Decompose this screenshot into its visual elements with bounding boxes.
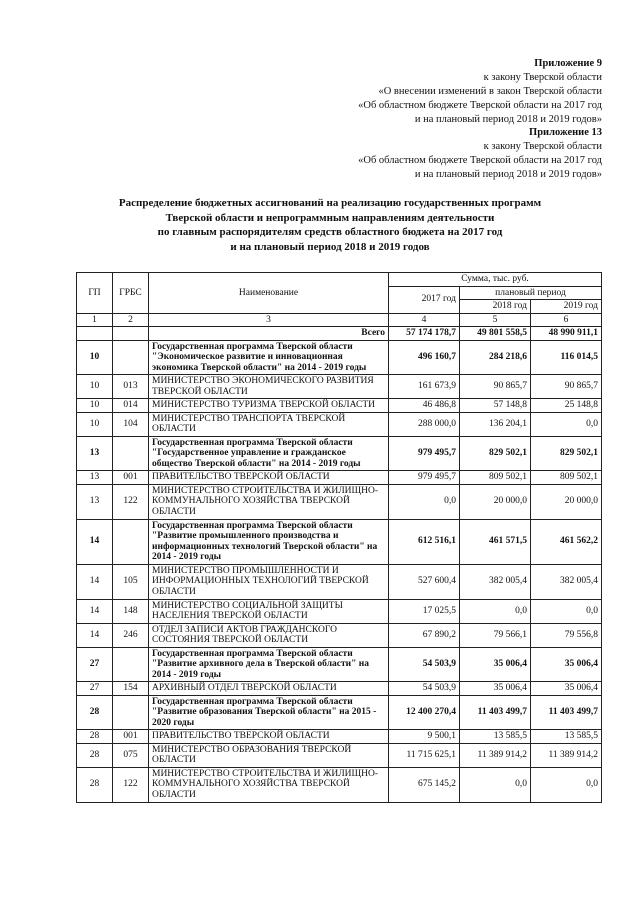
cell-grbs: 122 (113, 767, 149, 802)
total-2018: 49 801 558,5 (460, 327, 531, 341)
cell-gp: 13 (77, 436, 113, 471)
total-row (77, 327, 602, 341)
title-line: и на плановый период 2018 и 2019 годов (230, 240, 430, 253)
annex-9-header (358, 57, 602, 127)
budget-table (76, 272, 602, 803)
cell-2018: 20 000,0 (460, 484, 531, 519)
cell-2019: 461 562,2 (531, 519, 602, 564)
table-row (77, 412, 602, 436)
cell-2019: 79 556,8 (531, 623, 602, 647)
cell-2019: 25 148,8 (531, 399, 602, 413)
cell-name: Государственная программа Тверской области "Экономическое развитие и инновационная экономика Тверской области" на 2014 - 2019 годы (149, 340, 389, 375)
cell-2019: 829 502,1 (531, 436, 602, 471)
header-planned: плановый период (460, 286, 602, 300)
cell-gp: 14 (77, 623, 113, 647)
cell-2017: 46 486,8 (389, 399, 460, 413)
cell-grbs: 104 (113, 412, 149, 436)
cell-name: ПРАВИТЕЛЬСТВО ТВЕРСКОЙ ОБЛАСТИ (149, 471, 389, 485)
cell-2017: 288 000,0 (389, 412, 460, 436)
table-row (77, 471, 602, 485)
cell-name: Государственная программа Тверской области "Развитие образования Тверской области" на 2015 - 2020 годы (149, 695, 389, 730)
col-number: 6 (531, 313, 602, 327)
cell-grbs: 014 (113, 399, 149, 413)
cell-name: АРХИВНЫЙ ОТДЕЛ ТВЕРСКОЙ ОБЛАСТИ (149, 682, 389, 696)
program-row (77, 519, 602, 564)
cell-gp: 28 (77, 767, 113, 802)
cell-2019: 116 014,5 (531, 340, 602, 375)
cell-2017: 979 495,7 (389, 436, 460, 471)
cell-gp: 28 (77, 730, 113, 744)
cell-2018: 35 006,4 (460, 682, 531, 696)
cell-2018: 136 204,1 (460, 412, 531, 436)
cell-grbs (113, 695, 149, 730)
cell-gp: 28 (77, 743, 113, 767)
col-number: 5 (460, 313, 531, 327)
table-row (77, 682, 602, 696)
cell-gp: 27 (77, 647, 113, 682)
header-sum: Сумма, тыс. руб. (389, 273, 602, 287)
cell-gp: 28 (77, 695, 113, 730)
cell-grbs: 122 (113, 484, 149, 519)
cell-grbs: 246 (113, 623, 149, 647)
cell-name: МИНИСТЕРСТВО ТУРИЗМА ТВЕРСКОЙ ОБЛАСТИ (149, 399, 389, 413)
cell-grbs (113, 436, 149, 471)
cell-grbs: 148 (113, 599, 149, 623)
cell-2018: 13 585,5 (460, 730, 531, 744)
cell-2017: 527 600,4 (389, 564, 460, 599)
table-row (77, 484, 602, 519)
table-body (77, 340, 602, 802)
cell-2017: 67 890,2 (389, 623, 460, 647)
cell-2017: 161 673,9 (389, 375, 460, 399)
cell-name: ОТДЕЛ ЗАПИСИ АКТОВ ГРАЖДАНСКОГО СОСТОЯНИЯ ТВЕРСКОЙ ОБЛАСТИ (149, 623, 389, 647)
col-number: 3 (149, 313, 389, 327)
cell-gp: 10 (77, 412, 113, 436)
cell-2017: 9 500,1 (389, 730, 460, 744)
cell-2019: 0,0 (531, 599, 602, 623)
annex-line: к закону Тверской области (483, 141, 602, 152)
program-row (77, 647, 602, 682)
cell-2019: 0,0 (531, 767, 602, 802)
cell-gp: 10 (77, 340, 113, 375)
cell-2018: 0,0 (460, 767, 531, 802)
cell-2019: 20 000,0 (531, 484, 602, 519)
total-label: Всего (149, 327, 389, 341)
title-line: Распределение бюджетных ассигнований на реализацию государственных программ (118, 197, 542, 209)
cell-grbs: 154 (113, 682, 149, 696)
cell-name: Государственная программа Тверской области "Государственное управление и гражданское общество Тверской области" на 2014 - 2019 годы (149, 436, 389, 471)
cell-gp: 13 (77, 484, 113, 519)
cell-2019: 382 005,4 (531, 564, 602, 599)
cell-2018: 90 865,7 (460, 375, 531, 399)
cell-2017: 612 516,1 (389, 519, 460, 564)
cell-grbs: 075 (113, 743, 149, 767)
annex-line: и на плановый период 2018 и 2019 годов» (414, 169, 602, 180)
cell-name: МИНИСТЕРСТВО ОБРАЗОВАНИЯ ТВЕРСКОЙ ОБЛАСТИ (149, 743, 389, 767)
cell-2017: 496 160,7 (389, 340, 460, 375)
header-2018: 2018 год (460, 300, 531, 314)
cell-gp: 10 (77, 399, 113, 413)
cell-2019: 11 389 914,2 (531, 743, 602, 767)
cell-2018: 35 006,4 (460, 647, 531, 682)
annex-line: «Об областном бюджете Тверской области на 2017 год (358, 100, 602, 111)
cell-name: МИНИСТЕРСТВО СТРОИТЕЛЬСТВА И ЖИЛИЩНО-КОММУНАЛЬНОГО ХОЗЯЙСТВА ТВЕРСКОЙ ОБЛАСТИ (149, 484, 389, 519)
cell-2017: 12 400 270,4 (389, 695, 460, 730)
cell-grbs: 001 (113, 471, 149, 485)
cell-2017: 979 495,7 (389, 471, 460, 485)
cell-2019: 35 006,4 (531, 647, 602, 682)
cell-2018: 809 502,1 (460, 471, 531, 485)
cell-gp: 14 (77, 519, 113, 564)
table-row (77, 564, 602, 599)
cell-2018: 284 218,6 (460, 340, 531, 375)
cell-2019: 809 502,1 (531, 471, 602, 485)
document-title (100, 196, 560, 254)
header-2019: 2019 год (531, 300, 602, 314)
header-gp: ГП (77, 273, 113, 314)
table-row (77, 399, 602, 413)
cell-gp: 10 (77, 375, 113, 399)
annex-line: к закону Тверской области (483, 72, 602, 83)
annex-line: «О внесении изменений в закон Тверской области (378, 86, 602, 97)
cell-gp: 14 (77, 564, 113, 599)
total-2019: 48 990 911,1 (531, 327, 602, 341)
title-line: по главным распорядителям средств областного бюджета на 2017 год (157, 226, 503, 238)
cell-gp: 27 (77, 682, 113, 696)
col-number: 1 (77, 313, 113, 327)
cell-2017: 675 145,2 (389, 767, 460, 802)
cell-2018: 79 566,1 (460, 623, 531, 647)
annex-heading: Приложение 13 (529, 127, 602, 138)
cell-2019: 0,0 (531, 412, 602, 436)
cell-name: МИНИСТЕРСТВО СТРОИТЕЛЬСТВА И ЖИЛИЩНО-КОММУНАЛЬНОГО ХОЗЯЙСТВА ТВЕРСКОЙ ОБЛАСТИ (149, 767, 389, 802)
cell-2017: 11 715 625,1 (389, 743, 460, 767)
table-row (77, 623, 602, 647)
cell-gp: 13 (77, 471, 113, 485)
cell-2019: 35 006,4 (531, 682, 602, 696)
title-line: Тверской области и непрограммным направлениям деятельности (165, 211, 495, 224)
cell-2017: 54 503,9 (389, 647, 460, 682)
table-row (77, 730, 602, 744)
cell-2018: 382 005,4 (460, 564, 531, 599)
annex-13-header (358, 126, 602, 182)
cell-name: МИНИСТЕРСТВО СОЦИАЛЬНОЙ ЗАЩИТЫ НАСЕЛЕНИЯ ТВЕРСКОЙ ОБЛАСТИ (149, 599, 389, 623)
cell-grbs (113, 340, 149, 375)
header-name: Наименование (149, 273, 389, 314)
cell-grbs (113, 647, 149, 682)
total-2017: 57 174 178,7 (389, 327, 460, 341)
cell-2019: 13 585,5 (531, 730, 602, 744)
table-row (77, 375, 602, 399)
table-row (77, 599, 602, 623)
cell-2018: 11 389 914,2 (460, 743, 531, 767)
cell-name: МИНИСТЕРСТВО ПРОМЫШЛЕННОСТИ И ИНФОРМАЦИОННЫХ ТЕХНОЛОГИЙ ТВЕРСКОЙ ОБЛАСТИ (149, 564, 389, 599)
cell-name: МИНИСТЕРСТВО ЭКОНОМИЧЕСКОГО РАЗВИТИЯ ТВЕРСКОЙ ОБЛАСТИ (149, 375, 389, 399)
program-row (77, 340, 602, 375)
table-row (77, 743, 602, 767)
cell-2018: 461 571,5 (460, 519, 531, 564)
cell-grbs: 001 (113, 730, 149, 744)
program-row (77, 436, 602, 471)
cell-2019: 90 865,7 (531, 375, 602, 399)
col-number: 2 (113, 313, 149, 327)
cell-2018: 0,0 (460, 599, 531, 623)
cell-name: Государственная программа Тверской области "Развитие промышленного производства и информационных технологий Тверской области" на 2014 - 2019 годы (149, 519, 389, 564)
cell-gp: 14 (77, 599, 113, 623)
cell-grbs (113, 519, 149, 564)
annex-line: и на плановый период 2018 и 2019 годов» (414, 114, 602, 125)
cell-2018: 11 403 499,7 (460, 695, 531, 730)
cell-2019: 11 403 499,7 (531, 695, 602, 730)
cell-name: ПРАВИТЕЛЬСТВО ТВЕРСКОЙ ОБЛАСТИ (149, 730, 389, 744)
cell-2018: 829 502,1 (460, 436, 531, 471)
header-grbs: ГРБС (113, 273, 149, 314)
cell-2017: 54 503,9 (389, 682, 460, 696)
header-2017: 2017 год (389, 286, 460, 313)
cell-grbs: 013 (113, 375, 149, 399)
annex-line: «Об областном бюджете Тверской области на 2017 год (358, 155, 602, 166)
col-number: 4 (389, 313, 460, 327)
cell-2018: 57 148,8 (460, 399, 531, 413)
cell-name: Государственная программа Тверской области "Развитие архивного дела в Тверской области" на 2014 - 2019 годы (149, 647, 389, 682)
cell-2017: 0,0 (389, 484, 460, 519)
cell-grbs: 105 (113, 564, 149, 599)
cell-2017: 17 025,5 (389, 599, 460, 623)
annex-heading: Приложение 9 (534, 58, 602, 69)
cell-name: МИНИСТЕРСТВО ТРАНСПОРТА ТВЕРСКОЙ ОБЛАСТИ (149, 412, 389, 436)
program-row (77, 695, 602, 730)
table-row (77, 767, 602, 802)
